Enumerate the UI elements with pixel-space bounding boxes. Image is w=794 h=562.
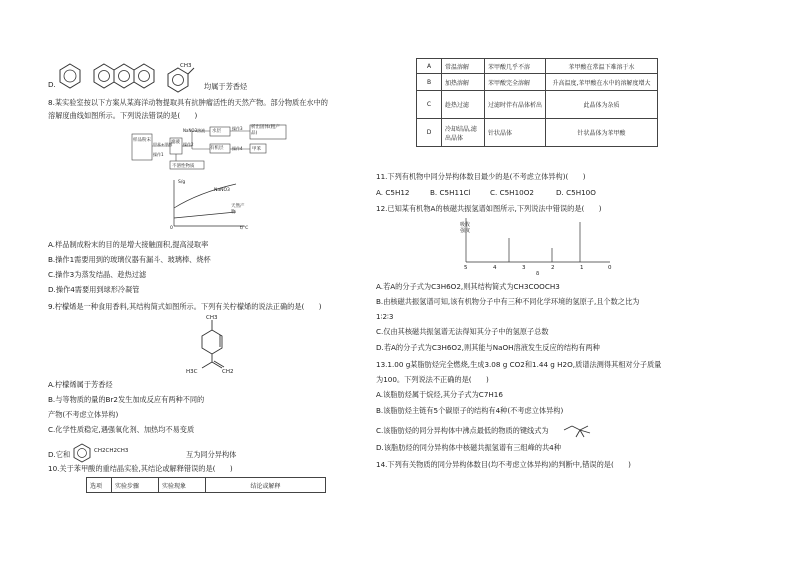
table-row <box>417 59 658 74</box>
row-step: 加热溶解 <box>442 74 485 91</box>
natural-product-curve <box>174 212 236 218</box>
row-conclusion: 升高温度,苯甲酸在水中的溶解度增大 <box>546 74 658 91</box>
q12-option-b: B.由核磁共振氢谱可知,该有机物分子中有三种不同化学环境的氢原子,且个数之比为 <box>376 297 640 306</box>
flow-nano3: NaNO3溶液 <box>183 128 206 133</box>
table-row <box>417 119 658 147</box>
q9-option-d-prefix: D.它和 <box>48 450 71 459</box>
q7-option-label: D. <box>48 80 56 89</box>
q14-stem: 14.下列有关物质的同分异构体数目(均不考虑立体异构)的判断中,错误的是( ) <box>376 460 631 469</box>
nmr-tick-2: 2 <box>551 265 555 271</box>
row-option: B <box>417 74 442 91</box>
flow-toluene: 甲苯 <box>252 147 261 152</box>
q13-option-b: B.该脂肪烃主链有5个碳原子的结构有4种(不考虑立体异构) <box>376 406 564 415</box>
row-step: 冷却结晶,滤出晶体 <box>442 119 485 147</box>
toluene-ch3: CH3 <box>180 63 192 69</box>
q13-stem-line1: 13.1.00 g某脂肪烃完全燃烧,生成3.08 g CO2和1.44 g H2O,质谱法测得其相对分子质量 <box>376 360 662 369</box>
flow-insoluble: 不溶性物质 <box>172 164 195 169</box>
q9-stem: 9.柠檬烯是一种食用香料,其结构简式如图所示。下列有关柠檬烯的说法正确的是( ) <box>48 302 322 311</box>
q7-conclusion: 均属于芳香烃 <box>204 82 248 91</box>
row-conclusion: 苯甲酸在常温下难溶于水 <box>546 59 658 74</box>
q9-option-a: A.柠檬烯属于芳香烃 <box>48 380 113 389</box>
row-option: C <box>417 91 442 119</box>
q13-stem-line2: 为100。下列说法不正确的是( ) <box>376 375 489 384</box>
flow-organic-layer: 有机层 <box>210 146 224 151</box>
curve-xlabel: t/℃ <box>240 226 249 231</box>
curve-series-nano3: NaNO3 <box>214 188 230 193</box>
propylbenzene-ring <box>72 442 92 462</box>
flow-reagent: 甲苯+甲醇 <box>153 142 173 147</box>
curve-origin: 0 <box>170 226 173 231</box>
propyl-group: CH2CH2CH3 <box>94 448 129 454</box>
header-option: 选项 <box>87 478 112 493</box>
q8-option-a: A.样品制成粉末的目的是增大接触面积,提高浸取率 <box>48 240 209 249</box>
limonene-ch2: CH2 <box>222 369 234 375</box>
q11-stem: 11.下列有机物中同分异构体数目最少的是(不考虑立体异构)( ) <box>376 172 586 181</box>
flow-op1: 操作1 <box>153 152 164 157</box>
q10-stem: 10.关于苯甲酸的重结晶实验,其结论或解释错误的是( ) <box>48 464 233 473</box>
row-option: A <box>417 59 442 74</box>
nmr-tick-0: 0 <box>608 265 612 271</box>
q10-table-header <box>86 477 326 493</box>
flow-water-layer: 水层 <box>212 129 221 134</box>
limonene-h3c: H3C <box>186 369 198 375</box>
nmr-tick-5: 5 <box>464 265 468 271</box>
flow-sample: 样品粉末 <box>133 138 151 143</box>
q12-option-b-ratio: 1∶2∶3 <box>376 312 394 321</box>
q13-option-d: D.该脂肪烃的同分异构体中核磁共振氢谱有三组峰的共4种 <box>376 443 561 452</box>
q12-option-a: A.若A的分子式为C3H6O2,则其结构简式为CH3COOCH3 <box>376 282 560 291</box>
nmr-tick-4: 4 <box>493 265 497 271</box>
q8-option-b: B.操作1需要用到的玻璃仪器有漏斗、玻璃棒、烧杯 <box>48 255 211 264</box>
q11-option-a: A. C5H12 <box>376 188 410 197</box>
q12-stem: 12.已知某有机物A的核磁共振氢谱如图所示,下列说法中错误的是( ) <box>376 204 602 213</box>
q8-stem-line1: 8.某实验室按以下方案从某海洋动物提取具有抗肿瘤活性的天然产物。部分物质在水中的 <box>48 98 328 107</box>
flow-op2: 操作2 <box>183 142 194 147</box>
q13-option-a: A.该脂肪烃属于烷烃,其分子式为C7H16 <box>376 390 503 399</box>
q9-option-b-cont: 产物(不考虑立体异构) <box>48 410 119 419</box>
row-option: D <box>417 119 442 147</box>
header-step: 实验步骤 <box>112 478 159 493</box>
row-step: 常温溶解 <box>442 59 485 74</box>
q12-option-c: C.仅由其核磁共振氢谱无法得知其分子中的氢原子总数 <box>376 327 549 336</box>
row-phenomenon: 针状晶体 <box>485 119 546 147</box>
flow-op3: 操作3 <box>232 126 243 131</box>
q8-option-c: C.操作3为蒸发结晶、趁热过滤 <box>48 270 147 279</box>
nmr-tick-1: 1 <box>580 265 584 271</box>
nmr-ylabel: 吸收强度 <box>460 222 471 234</box>
q8-option-d: D.操作4需要用到球形冷凝管 <box>48 285 140 294</box>
row-phenomenon: 苯甲酸完全溶解 <box>485 74 546 91</box>
row-phenomenon: 苯甲酸几乎不溶 <box>485 59 546 74</box>
row-conclusion: 针状晶体为苯甲酸 <box>546 119 658 147</box>
curve-ylabel: S/g <box>178 180 186 185</box>
nmr-delta: δ <box>536 271 540 277</box>
row-phenomenon: 过滤时伴有晶体析出 <box>485 91 546 119</box>
table-row <box>417 91 658 119</box>
row-step: 趁热过滤 <box>442 91 485 119</box>
header-phenomenon: 实验现象 <box>159 478 206 493</box>
q8-stem-line2: 溶解度曲线如图所示。下列说法错误的是( ) <box>48 111 198 120</box>
row-conclusion: 此晶体为杂质 <box>546 91 658 119</box>
flow-filtrate: 滤液 <box>171 140 180 145</box>
q11-option-c: C. C5H10O2 <box>490 188 534 197</box>
nmr-spectrum <box>466 218 616 268</box>
limonene-structure <box>192 318 242 378</box>
nmr-tick-3: 3 <box>522 265 526 271</box>
curve-series-product: 天然产物 <box>231 204 245 215</box>
q12-option-d: D.若A的分子式为C3H6O2,则其能与NaOH溶液发生反应的结构有两种 <box>376 343 600 352</box>
q9-option-b: B.与等物质的量的Br2发生加成反应有两种不同的 <box>48 395 205 404</box>
limonene-ch3: CH3 <box>206 315 218 321</box>
flow-op4: 操作4 <box>232 146 243 151</box>
q11-option-d: D. C5H10O <box>556 188 596 197</box>
q9-option-c: C.化学性质稳定,遇强氧化剂、加热均不易变质 <box>48 425 195 434</box>
q9-option-d-suffix: 互为同分异构体 <box>186 450 237 459</box>
q10-table-body <box>416 58 658 147</box>
header-conclusion: 结论或解释 <box>206 478 326 493</box>
q13-option-c: C.该脂肪烃的同分异构体中沸点最低的物质的键线式为 <box>376 426 549 435</box>
skeletal-formula <box>562 420 596 438</box>
q11-option-b: B. C5H11Cl <box>430 188 471 197</box>
table-row <box>417 74 658 91</box>
flow-crystal: 析出固体(粗产品) <box>251 125 280 136</box>
